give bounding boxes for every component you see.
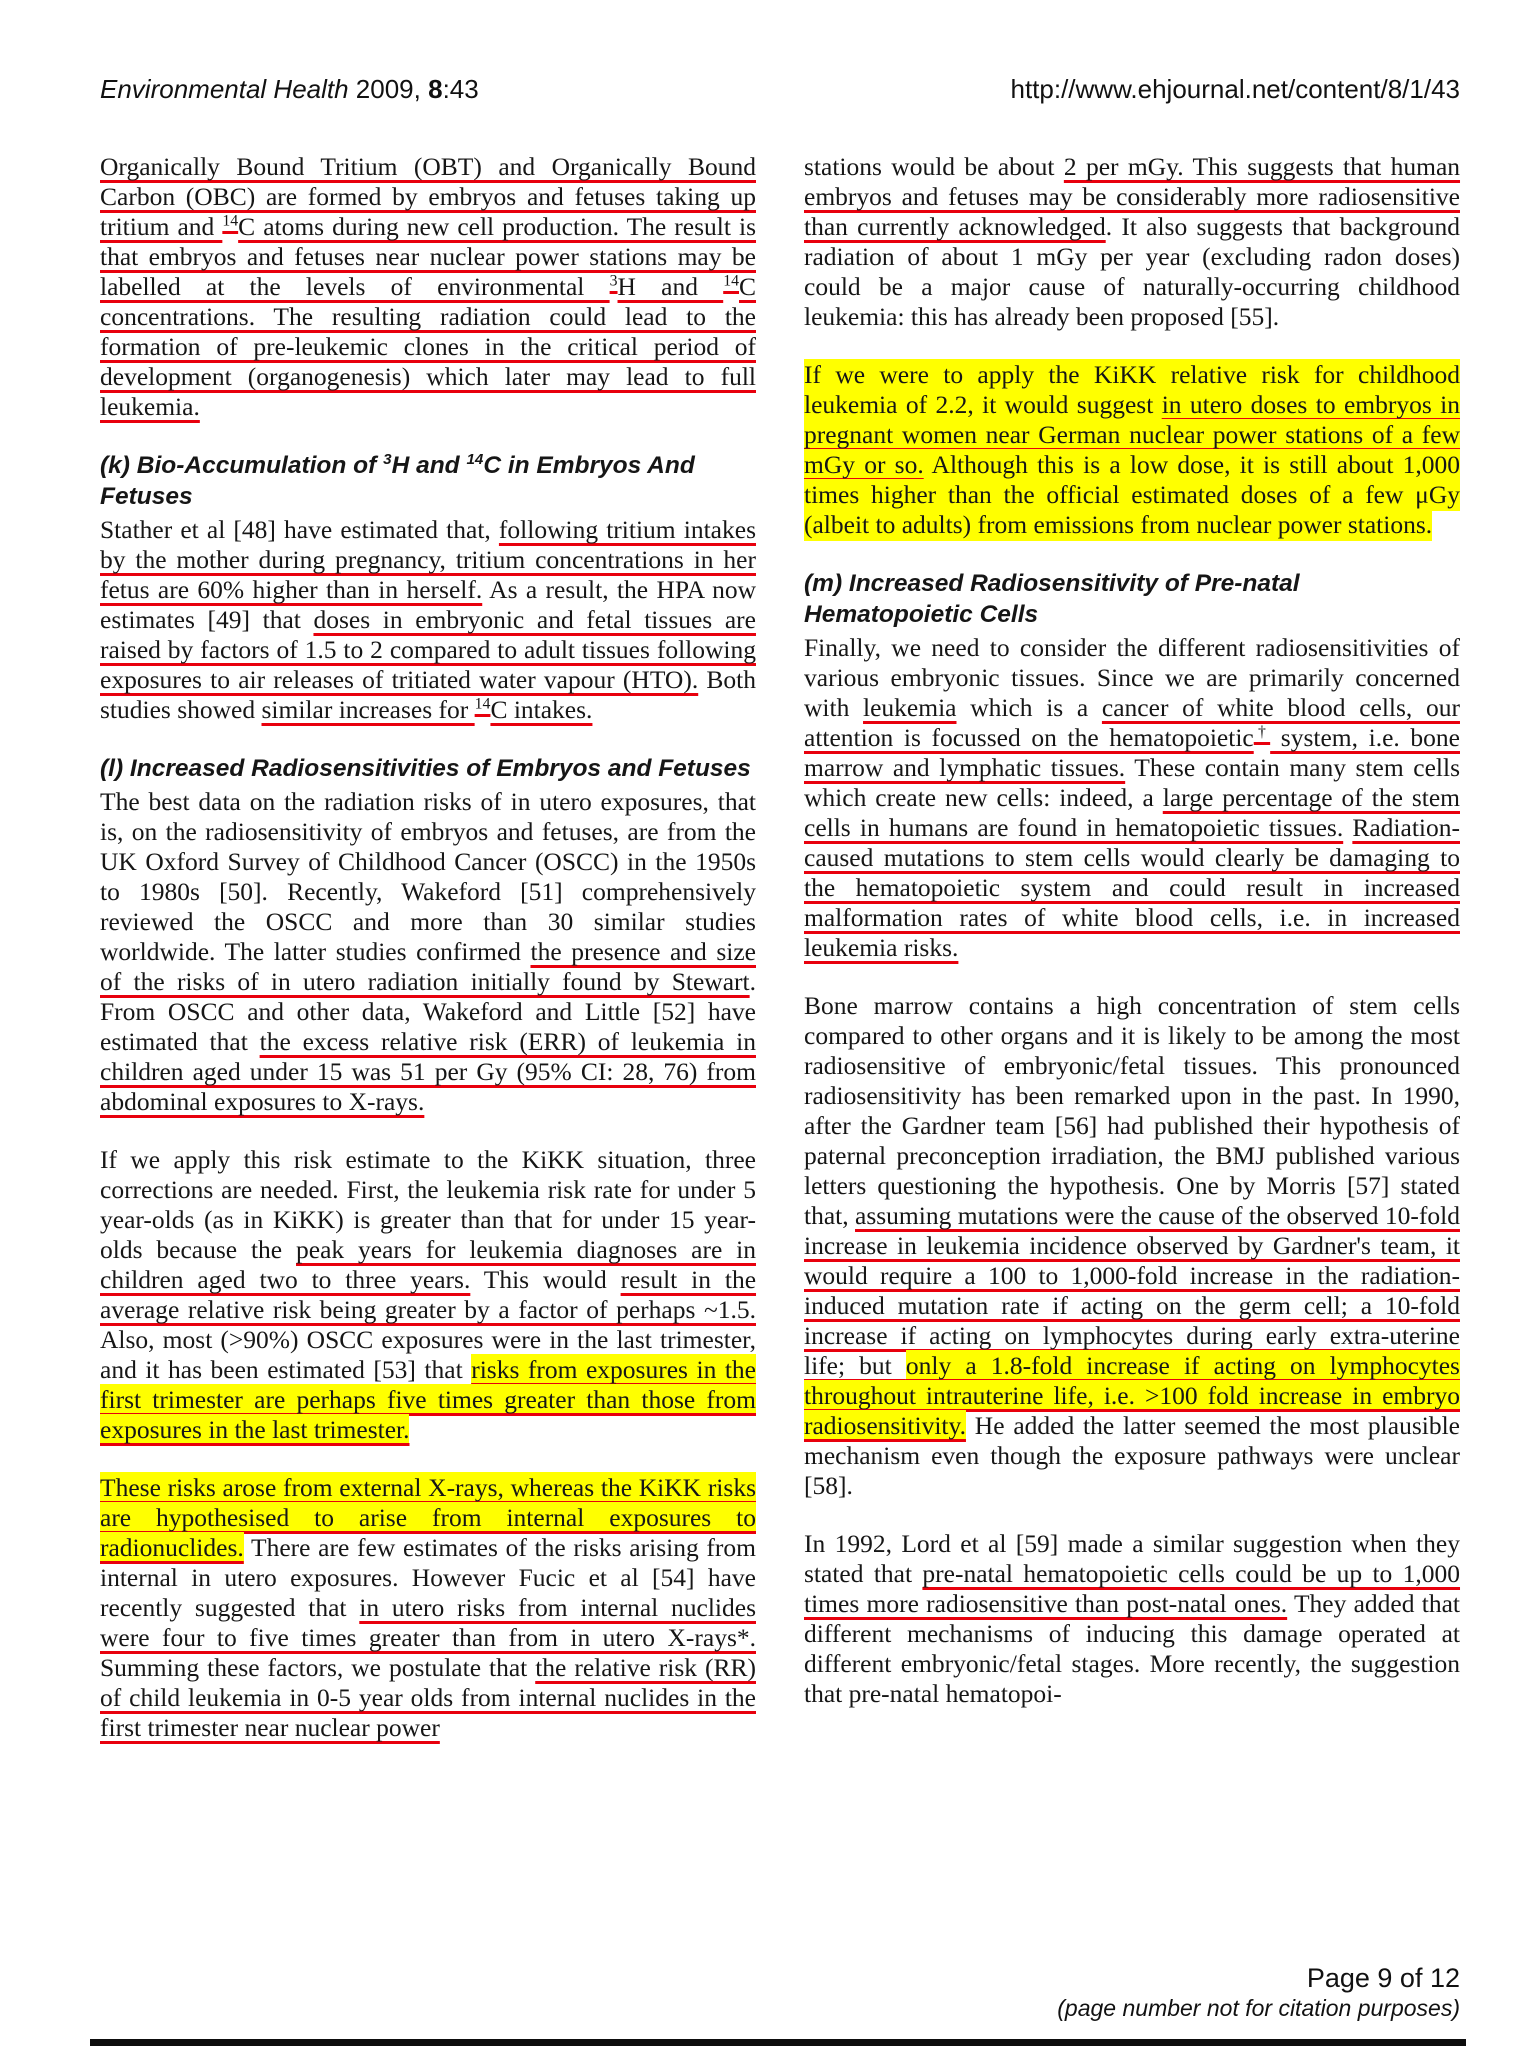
footer-page-number: Page 9 of 12 — [1306, 1963, 1460, 1993]
citation-year: 2009, — [348, 74, 429, 104]
paragraph: These risks arose from external X-rays, whereas the KiKK risks are hypothesised to arise from internal exposures to radionuclides. There are few estimates of the risks arising from internal in utero exposures. However Fucic et al [54] have recently suggested that in utero risks from internal nuclides were four to five times greater than from in utero X-rays*. Summing these factors, we postulate that the relative risk (RR) of child leukemia in 0-5 year olds from internal nuclides in the first trimester near nuclear power — [100, 1473, 756, 1742]
page-bottom-edge — [90, 2039, 1466, 2046]
section-heading: (k) Bio-Accumulation of $^3$H and $^{14}$C in Embryos And Fetuses — [100, 450, 695, 510]
journal-title: Environmental Health — [100, 74, 349, 104]
paragraph: stations would be about 2 per mGy. This suggests that human embryos and fetuses may be considerably more radiosensitive than currently acknowledged. It also suggests that background radiation of about 1 mGy per year (excluding radon doses) could be a major cause of naturally-occurring childhood leukemia: this has already been proposed [55]. — [804, 152, 1461, 331]
two-column-text — [100, 152, 1460, 1743]
paragraph: Finally, we need to consider the different radiosensitivities of various embryonic tissues. Since we are primarily concerned with leukemia which is a cancer of white blood cells, our attention is focussed on the hematopoietic† system, i.e. bone marrow and lymphatic tissues. These contain many stem cells which create new cells: indeed, a large percentage of the stem cells in humans are found in hematopoietic tissues. Radiation-caused mutations to stem cells would clearly be damaging to the hematopoietic system and could result in increased malformation rates of white blood cells, i.e. in increased leukemia risks. — [804, 633, 1460, 962]
column-left — [100, 152, 756, 1743]
paragraph: The best data on the radiation risks of in utero exposures, that is, on the radiosensitivity of embryos and fetuses, are from the UK Oxford Survey of Childhood Cancer (OSCC) in the 1950s to 1980s [50]. Recently, Wakeford [51] comprehensively reviewed the OSCC and more than 30 similar studies worldwide. The latter studies confirmed the presence and size of the risks of in utero radiation initially found by Stewart. From OSCC and other data, Wakeford and Little [52] have estimated that the excess relative risk (ERR) of leukemia in children aged under 15 was 51 per Gy (95% CI: 28, 76) from abdominal exposures to X-rays. — [100, 787, 756, 1116]
footer-note: (page number not for citation purposes) — [1057, 1995, 1460, 2021]
paragraph: Bone marrow contains a high concentration of stem cells compared to other organs and it is likely to be among the most radiosensitive of embryonic/fetal tissues. This pronounced radiosensitivity has been remarked upon in the past. In 1990, after the Gardner team [56] had published their hypothesis of paternal preconception irradiation, the BMJ published various letters questioning the hypothesis. One by Morris [57] stated that, assuming mutations were the cause of the observed 10-fold increase in leukemia incidence observed by Gardner's team, it would require a 100 to 1,000-fold increase in the radiation-induced mutation rate if acting on the germ cell; a 10-fold increase if acting on lymphocytes during early extra-uterine life; but only a 1.8-fold increase if acting on lymphocytes throughout intrauterine life, i.e. >100 fold increase in embryo radiosensitivity. He added the latter seemed the most plausible mechanism even though the exposure pathways were unclear [58]. — [804, 991, 1460, 1500]
column-right — [804, 152, 1460, 1743]
section-heading: (l) Increased Radiosensitivities of Embryos and Fetuses — [100, 755, 751, 782]
citation-volume: 8 — [428, 74, 443, 104]
citation-pages: :43 — [442, 74, 479, 104]
paragraph: If we apply this risk estimate to the KiKK situation, three corrections are needed. First, the leukemia risk rate for under 5 year-olds (as in KiKK) is greater than that for under 15 year-olds because the peak years for leukemia diagnoses are in children aged two to three years. This would result in the average relative risk being greater by a factor of perhaps ~1.5. Also, most (>90%) OSCC exposures were in the last trimester, and it has been estimated [53] that risks from exposures in the first trimester are perhaps five times greater than those from exposures in the last trimester. — [100, 1145, 757, 1444]
journal-citation — [100, 74, 479, 105]
page-footer — [1057, 1962, 1460, 2022]
paragraph: Organically Bound Tritium (OBT) and Organically Bound Carbon (OBC) are formed by embryos and fetuses taking up tritium and $^{14}$C atoms during new cell production. The result is that embryos and fetuses near nuclear power stations may be labelled at the levels of environmental $^3$H and $^{14}$C concentrations. The resulting radiation could lead to the formation of pre-leukemic clones in the critical period of development (organogenesis) which later may lead to full leukemia. — [100, 152, 757, 421]
section-heading: (m) Increased Radiosensitivity of Pre-natal Hematopoietic Cells — [804, 570, 1300, 628]
page-header — [100, 74, 1460, 105]
header-url: http://www.ehjournal.net/content/8/1/43 — [1010, 74, 1460, 104]
paragraph: In 1992, Lord et al [59] made a similar suggestion when they stated that pre-natal hematopoietic cells could be up to 1,000 times more radiosensitive than post-natal ones. They added that different mechanisms of inducing this damage operated at different embryonic/fetal stages. More recently, the suggestion that pre-natal hematopoi- — [804, 1529, 1461, 1708]
paragraph: Stather et al [48] have estimated that, following tritium intakes by the mother during pregnancy, tritium concentrations in her fetus are 60% higher than in herself. As a result, the HPA now estimates [49] that doses in embryonic and fetal tissues are raised by factors of 1.5 to 2 compared to adult tissues following exposures to air releases of tritiated water vapour (HTO). Both studies showed similar increases for $^{14}$C intakes. — [100, 515, 757, 724]
paragraph: If we were to apply the KiKK relative risk for childhood leukemia of 2.2, it would suggest in utero doses to embryos in pregnant women near German nuclear power stations of a few mGy or so. Although this is a low dose, it is still about 1,000 times higher than the official estimated doses of a few μGy (albeit to adults) from emissions from nuclear power stations. — [804, 360, 1460, 539]
